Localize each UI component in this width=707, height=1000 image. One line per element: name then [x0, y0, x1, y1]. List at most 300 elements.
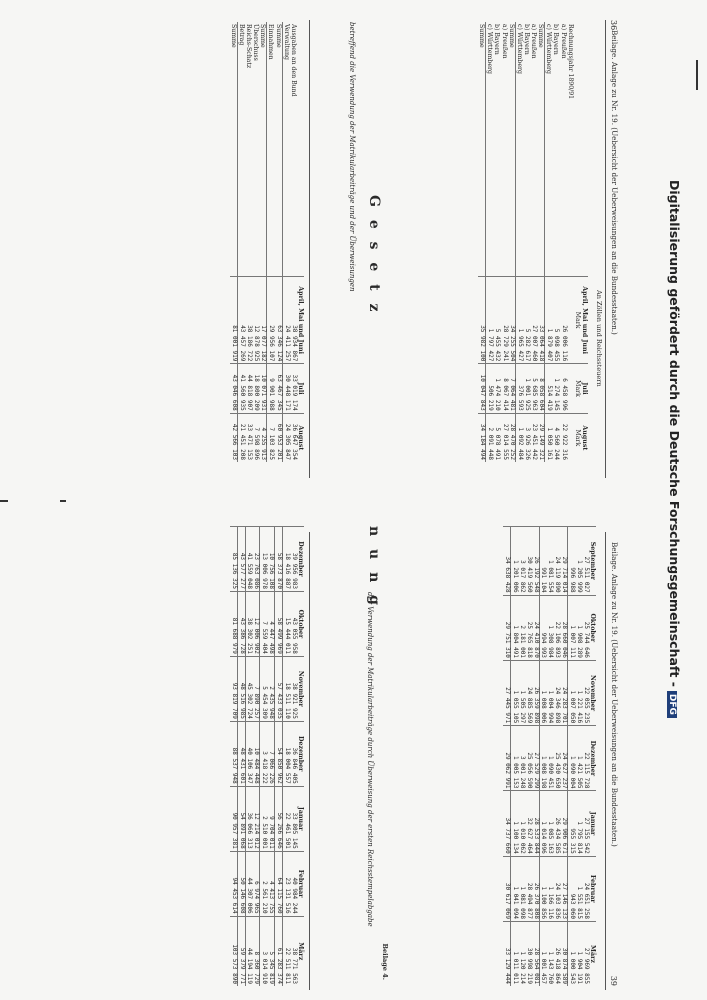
table-cell: 4 447 498: [267, 591, 274, 656]
document-subtitle-right: der Verwendung der Matrikularbeiträge durch Überweisung der ersten Reichsstempelabgabe: [366, 592, 374, 927]
table-cell: 18 511 110: [282, 656, 289, 721]
table-cell: 17 077 182: [259, 277, 267, 364]
table-cell: 1 166 116: [546, 856, 553, 921]
header-rule: [605, 20, 606, 478]
table-cell: 23 763 086: [252, 527, 259, 592]
table-cell: 991 104: [539, 527, 546, 596]
table-cell: 26 192 548: [532, 527, 539, 596]
unit-label: Mark: [574, 364, 581, 413]
table-cell: 27 155 542: [582, 791, 589, 856]
col-header: August: [297, 413, 304, 462]
table-row: [539, 527, 546, 987]
row-label: c) Württemberg: [486, 24, 494, 74]
right-page: [0, 512, 640, 1000]
table-cell: 5 098 455: [552, 277, 559, 364]
table-row: [260, 527, 267, 987]
table-cell: 58 499 969: [275, 591, 283, 656]
unit-label: Mark: [574, 413, 581, 462]
table-cell: 40 984 244: [290, 851, 297, 916]
table-cell: 25 765 818: [525, 595, 532, 660]
row-label: c) Württemberg: [545, 24, 553, 74]
table-cell: 1 205 999: [575, 527, 582, 596]
table-cell: 38 934 867: [290, 277, 297, 364]
table-cell: 506 219: [486, 364, 494, 413]
table-cell: 9 704 011: [267, 786, 274, 851]
table-row: [510, 527, 517, 987]
right-table-2-body: [230, 527, 297, 987]
table-cell: 35 982 100: [478, 277, 486, 364]
table-row: [500, 22, 507, 462]
table-cell: 30 617 069: [503, 856, 510, 921]
col-header: September: [589, 527, 596, 596]
table-row: [486, 22, 494, 462]
table-cell: 28 660 046: [560, 595, 567, 660]
table-cell: 1 010 062: [518, 791, 525, 856]
table-cell: 29 906 671: [560, 791, 567, 856]
table-cell: 60 953 201: [274, 413, 282, 462]
table-cell: 1 007 050: [568, 660, 575, 725]
table-row: [252, 22, 259, 462]
table-row: [230, 22, 238, 462]
table-row: [245, 22, 252, 462]
table-cell: 2 561 210: [260, 851, 267, 916]
running-head-right: Beilage. Anlage zu Nr. 19. (Uebersicht der Ueberweisungen an die Bundesstaaten.): [610, 542, 619, 847]
table-row: [275, 527, 283, 987]
row-label: Verwaltung: [282, 24, 290, 60]
table-cell: 29 956 107: [267, 277, 275, 364]
col-header: Januar: [589, 791, 596, 856]
table-row: [282, 527, 289, 987]
table-cell: 43 457 269: [237, 277, 245, 364]
table-cell: 44 307 006: [245, 851, 252, 916]
table-cell: 28 470 252: [508, 413, 516, 462]
table-cell: 3 418 222: [260, 721, 267, 786]
table-cell: 27 014 555: [500, 413, 507, 462]
col-header: August: [581, 413, 588, 462]
table-cell: 63 467 345: [274, 364, 282, 413]
table-cell: 50 146 608: [237, 851, 245, 916]
table-cell: 27 969 855: [582, 921, 589, 986]
document-title-left: G e s e t z: [366, 195, 382, 316]
document-title-right: n u n g: [366, 526, 382, 609]
table-cell: 6 974 965: [252, 851, 259, 916]
table-cell: [567, 277, 574, 364]
table-cell: 1 055 105: [510, 660, 517, 725]
table-cell: 7 064 481: [508, 364, 516, 413]
table-cell: 376 593: [515, 364, 523, 413]
table-cell: 63 346 124: [274, 277, 282, 364]
table-cell: 10 047 843: [478, 364, 486, 413]
table-cell: 1 000 543: [568, 921, 575, 986]
col-header: Februar: [297, 851, 304, 916]
table-row: [525, 527, 532, 987]
table-cell: 85 136 325: [230, 527, 237, 592]
table-cell: 25 744 646: [582, 595, 589, 660]
table-cell: 43 055 958: [290, 591, 297, 656]
row-label: Summe: [230, 22, 238, 277]
page-number-right: 39: [609, 975, 618, 986]
table-row: [503, 527, 510, 987]
table-cell: 25 430 650: [553, 726, 560, 791]
table-cell: 1 050 161: [545, 413, 553, 462]
table-cell: 81 001 919: [230, 277, 238, 364]
binding-edge-mark: [0, 500, 8, 502]
table-cell: 56 266 646: [275, 786, 283, 851]
table-cell: 25 056 590: [525, 726, 532, 791]
table-cell: 1 014 096: [539, 791, 546, 856]
row-label: Summe: [478, 22, 486, 277]
table-row: [237, 22, 245, 462]
table-cell: 1 008 198: [539, 726, 546, 791]
table-cell: 26 359 898: [532, 660, 539, 725]
table-cell: 90 957 381: [230, 786, 237, 851]
table-cell: 2 091 448: [486, 413, 494, 462]
table-cell: 36 647 354: [290, 413, 297, 462]
table-cell: 3 017 862: [518, 527, 525, 596]
page-number-left: 36: [609, 20, 618, 31]
row-label: b) Bayern: [522, 24, 530, 55]
table-cell: 34 184 494: [478, 413, 486, 462]
table-cell: 59 379 771: [237, 916, 245, 986]
table-cell: 58 373 870: [275, 527, 283, 592]
table-cell: 32 627 464: [525, 791, 532, 856]
table-cell: 1 090 451: [546, 726, 553, 791]
table-cell: 27 511 027: [582, 527, 589, 596]
row-label: Einnahmen: [267, 24, 275, 60]
col-header: April, Mai und Juni: [581, 277, 588, 364]
row-label: Ausgaben an den Bund: [289, 24, 297, 97]
table-cell: 24 410 870: [532, 595, 539, 660]
col-header: Juli: [297, 364, 304, 413]
table-cell: 26 418 864: [553, 921, 560, 986]
table-row: [518, 527, 525, 987]
table-cell: 48 431 601: [237, 721, 245, 786]
table-cell: 36 066 313: [245, 786, 252, 851]
right-table-1: [503, 526, 596, 986]
table-cell: 23 131 516: [282, 851, 289, 916]
table-cell: 1 904 191: [575, 921, 582, 986]
table-cell: 43 577 277: [237, 527, 245, 592]
col-header: April, Mai und Juni: [297, 277, 304, 364]
col-header: Februar: [589, 856, 596, 921]
table-row: [267, 22, 275, 462]
table-row: [560, 527, 567, 987]
right-table-2-header: [297, 527, 304, 987]
table-cell: 7 066 226: [267, 721, 274, 786]
row-label: b) Bayern: [552, 24, 560, 55]
row-label: Summe: [274, 22, 282, 277]
table-cell: 27 007 460: [530, 277, 537, 364]
table-cell: 5 282 617: [523, 277, 530, 364]
table-cell: 1 965 427: [515, 277, 523, 364]
table-cell: 26 434 585: [553, 791, 560, 856]
table-cell: 12 214 012: [252, 786, 259, 851]
table-cell: 44 194 119: [245, 916, 252, 986]
col-header: Oktober: [589, 595, 596, 660]
table-cell: 1 221 416: [575, 660, 582, 725]
table-cell: 1 011 011: [510, 921, 517, 986]
table-cell: 5 454 309: [260, 656, 267, 721]
table-cell: 81 688 979: [230, 591, 237, 656]
table-cell: 1 474 210: [493, 364, 500, 413]
col-header: Juli: [581, 364, 588, 413]
table-cell: 44 818 907: [245, 364, 252, 413]
table-cell: 38 921 925: [290, 656, 297, 721]
table-cell: 24 305 847: [282, 413, 290, 462]
table-cell: 34 737 660: [503, 791, 510, 856]
row-label: Überschuss: [252, 24, 260, 61]
binding-edge-mark: [60, 500, 66, 502]
table-cell: 1 804 491: [510, 595, 517, 660]
table-cell: 1 421 505: [575, 726, 582, 791]
col-header: März: [297, 916, 304, 986]
col-header: Dezember: [297, 527, 304, 592]
table-row: [523, 22, 530, 462]
row-label: a) Preußen: [530, 24, 538, 59]
table-cell: 2 181 001: [518, 595, 525, 660]
table-cell: [567, 413, 574, 462]
table-cell: 9 901 988: [267, 364, 275, 413]
table-cell: 26 370 808: [532, 856, 539, 921]
right-table-1-body: [503, 527, 589, 987]
table-cell: 24 346 898: [553, 660, 560, 725]
table-row: [252, 527, 259, 987]
table-cell: 18 004 557: [282, 721, 289, 786]
table-cell: 27 445 971: [503, 660, 510, 725]
table-cell: 7 559 404: [260, 591, 267, 656]
table-row: [267, 527, 274, 987]
table-cell: 54 850 962: [275, 721, 283, 786]
table-cell: 5 078 491: [493, 413, 500, 462]
table-cell: 29 149 321: [537, 413, 545, 462]
table-row: [290, 22, 297, 462]
section-rule: [309, 532, 310, 990]
table-cell: 22 511 811: [282, 916, 289, 986]
col-header: Januar: [297, 786, 304, 851]
document-subtitle-left: betreffend die Verwendung der Matrikularbeiträge und der Überweisungen: [348, 22, 356, 292]
table-cell: 42 566 103: [230, 413, 238, 462]
row-label: a) Preußen: [500, 24, 508, 59]
table-row: [552, 22, 559, 462]
right-table-1-header: [589, 527, 596, 987]
table-row: [553, 527, 560, 987]
table-cell: 1 007 111: [568, 595, 575, 660]
table-row: [230, 527, 237, 987]
table-cell: 24 627 237: [560, 726, 567, 791]
table-cell: 34 638 428: [503, 527, 510, 596]
table-cell: 30 998 219: [525, 921, 532, 986]
table-cell: 93 819 709: [230, 656, 237, 721]
table-cell: 29 751 310: [503, 595, 510, 660]
table-cell: 1 005 153: [510, 726, 517, 791]
table-cell: 1 308 984: [546, 595, 553, 660]
table-cell: 22 055 235: [582, 660, 589, 725]
table-cell: 943 060: [568, 856, 575, 921]
table-cell: 64 115 760: [275, 851, 283, 916]
table-cell: 39 956 983: [290, 527, 297, 592]
table-cell: 7 103 825: [267, 413, 275, 462]
table-cell: 33 129 444: [503, 921, 510, 986]
row-label: Rechnungsjahr 1890/91: [566, 24, 574, 100]
table-cell: 18 800 209: [252, 364, 259, 413]
table-row: [259, 22, 267, 462]
table-cell: 1 908 289: [575, 595, 582, 660]
table-row: [568, 527, 575, 987]
table-cell: 33 019 174: [290, 364, 297, 413]
table-cell: 1 001 925: [523, 364, 530, 413]
table-cell: 1 120 214: [518, 921, 525, 986]
unit-label: Mark: [574, 277, 581, 364]
table-row: [282, 22, 290, 462]
table-cell: 26 006 116: [559, 277, 566, 364]
beilage-label: Beilage 4.: [381, 943, 389, 980]
row-label: Summe: [259, 22, 267, 277]
table-row: [237, 527, 245, 987]
left-table-1: [478, 22, 588, 462]
table-cell: 6 458 996: [559, 364, 566, 413]
table-cell: 45 302 724: [245, 656, 252, 721]
table-cell: 22 115 728: [582, 726, 589, 791]
table-row: [575, 527, 582, 987]
table-cell: 1 090 004: [568, 726, 575, 791]
table-cell: 41 559 048: [245, 527, 252, 592]
table-cell: 1 879 407: [545, 277, 553, 364]
col-header: Dezember: [589, 726, 596, 791]
table-cell: 1 041 094: [510, 856, 517, 921]
table-cell: 33 805 145: [290, 786, 297, 851]
table-cell: 30 419 560: [525, 527, 532, 596]
table-cell: 8 360 729: [252, 916, 259, 986]
table-cell: 29 062 991: [503, 726, 510, 791]
dfg-watermark: [667, 180, 682, 820]
table-cell: 22 461 501: [282, 786, 289, 851]
watermark-text: Digitalisierung gefördert durch die Deutsche Forschungsgemeinschaft -: [667, 180, 682, 687]
table-row: [582, 527, 589, 987]
table-cell: 4 560 244: [552, 413, 559, 462]
header-rule: [605, 532, 606, 990]
table-row: [532, 527, 539, 987]
table-cell: 36 846 405: [290, 721, 297, 786]
table-cell: 12 878 925: [252, 277, 259, 364]
table-cell: 1 001 457: [539, 921, 546, 986]
table-row: [478, 22, 486, 462]
table-cell: [567, 364, 574, 413]
running-head-left: Beilage. Anlage zu Nr. 19. (Uebersicht der Ueberweisungen an die Bundesstaaten.): [610, 30, 619, 335]
table-cell: 12 006 902: [252, 591, 259, 656]
table-cell: 24 119 890: [553, 527, 560, 596]
table-cell: 7 598 896: [252, 413, 259, 462]
table-cell: 24 411 257: [282, 277, 290, 364]
table-cell: 5 345 819: [267, 916, 274, 986]
left-table-2: [230, 22, 304, 462]
table-cell: 8 058 604: [537, 364, 545, 413]
table-cell: 3 926 326: [523, 413, 530, 462]
table-cell: 33 064 418: [537, 277, 545, 364]
table-cell: 61 283 374: [275, 916, 283, 986]
table-row: [290, 527, 297, 987]
table-cell: 994 993: [539, 595, 546, 660]
table-row: [530, 22, 537, 462]
table-cell: 1 081 098: [518, 856, 525, 921]
table-cell: 43 386 728: [237, 591, 245, 656]
col-header: März: [589, 921, 596, 986]
row-label: Betrag: [237, 24, 245, 46]
table-row: [545, 22, 553, 462]
row-label: b) Bayern: [493, 24, 501, 55]
table-cell: 1 008 006: [539, 660, 546, 725]
left-table-1-body: [478, 22, 574, 462]
table-row: [515, 22, 523, 462]
table-cell: 43 046 608: [230, 364, 238, 413]
table-cell: 22 922 316: [559, 413, 566, 462]
table-cell: 41 560 935: [237, 364, 245, 413]
table-cell: 1 100 134: [510, 791, 517, 856]
table-cell: 38 771 563: [290, 916, 297, 986]
left-table-2-body: [230, 22, 297, 462]
table-cell: 955 315: [568, 791, 575, 856]
table-cell: 21 451 208: [237, 413, 245, 462]
table-cell: 94 453 614: [230, 851, 237, 916]
table-cell: 3 001 248: [518, 726, 525, 791]
table-cell: 27 146 133: [560, 856, 567, 921]
table-row: [274, 22, 282, 462]
table-cell: 24 103 836: [553, 856, 560, 921]
table-cell: 10 071 931: [259, 364, 267, 413]
table-cell: 22 106 893: [553, 595, 560, 660]
table-row: [245, 527, 252, 987]
table-cell: 1 795 814: [575, 791, 582, 856]
table-cell: 48 516 985: [237, 656, 245, 721]
table-cell: 15 444 011: [282, 591, 289, 656]
table-cell: 1 274 145: [552, 364, 559, 413]
row-label: a) Preußen: [559, 24, 567, 59]
right-table-2: [230, 526, 304, 986]
table-cell: 1 505 297: [518, 660, 525, 725]
table-cell: 4 413 755: [267, 851, 274, 916]
table-cell: 28 533 844: [532, 791, 539, 856]
table-cell: 28 729 241: [500, 277, 507, 364]
table-cell: 1 092 484: [515, 413, 523, 462]
table-cell: 40 106 347: [245, 721, 252, 786]
table-cell: 23 451 442: [530, 413, 537, 462]
table-cell: 996 988: [568, 527, 575, 596]
table-cell: 33 471 153: [245, 413, 252, 462]
section-rule: [309, 20, 310, 478]
table-cell: 103 573 890: [230, 916, 237, 986]
table-cell: 1 100 856: [539, 856, 546, 921]
table-cell: 1 004 994: [546, 660, 553, 725]
edge-mark-right: [696, 60, 698, 90]
table-cell: 8 067 414: [500, 364, 507, 413]
dfg-logo: DFG: [667, 691, 677, 718]
table-cell: 4 255 913: [259, 413, 267, 462]
table-cell: 13 006 978: [260, 527, 267, 592]
table-cell: 18 416 887: [282, 527, 289, 592]
table-cell: 88 537 948: [230, 721, 237, 786]
table-cell: 24 885 569: [525, 660, 532, 725]
col-header: Oktober: [297, 591, 304, 656]
table-cell: 1 081 554: [546, 527, 553, 596]
table-cell: 30 874 589: [560, 921, 567, 986]
table-cell: 57 433 035: [275, 656, 283, 721]
table-cell: 38 302 251: [245, 591, 252, 656]
table-cell: 7 890 257: [252, 656, 259, 721]
row-label: Reichs-Schatz: [245, 24, 253, 69]
column-group-header: An Zöllen und Reichssteuern: [595, 290, 603, 387]
table-cell: 34 255 504: [508, 277, 516, 364]
table-row: [567, 22, 574, 462]
row-label: c) Württemberg: [515, 24, 523, 74]
